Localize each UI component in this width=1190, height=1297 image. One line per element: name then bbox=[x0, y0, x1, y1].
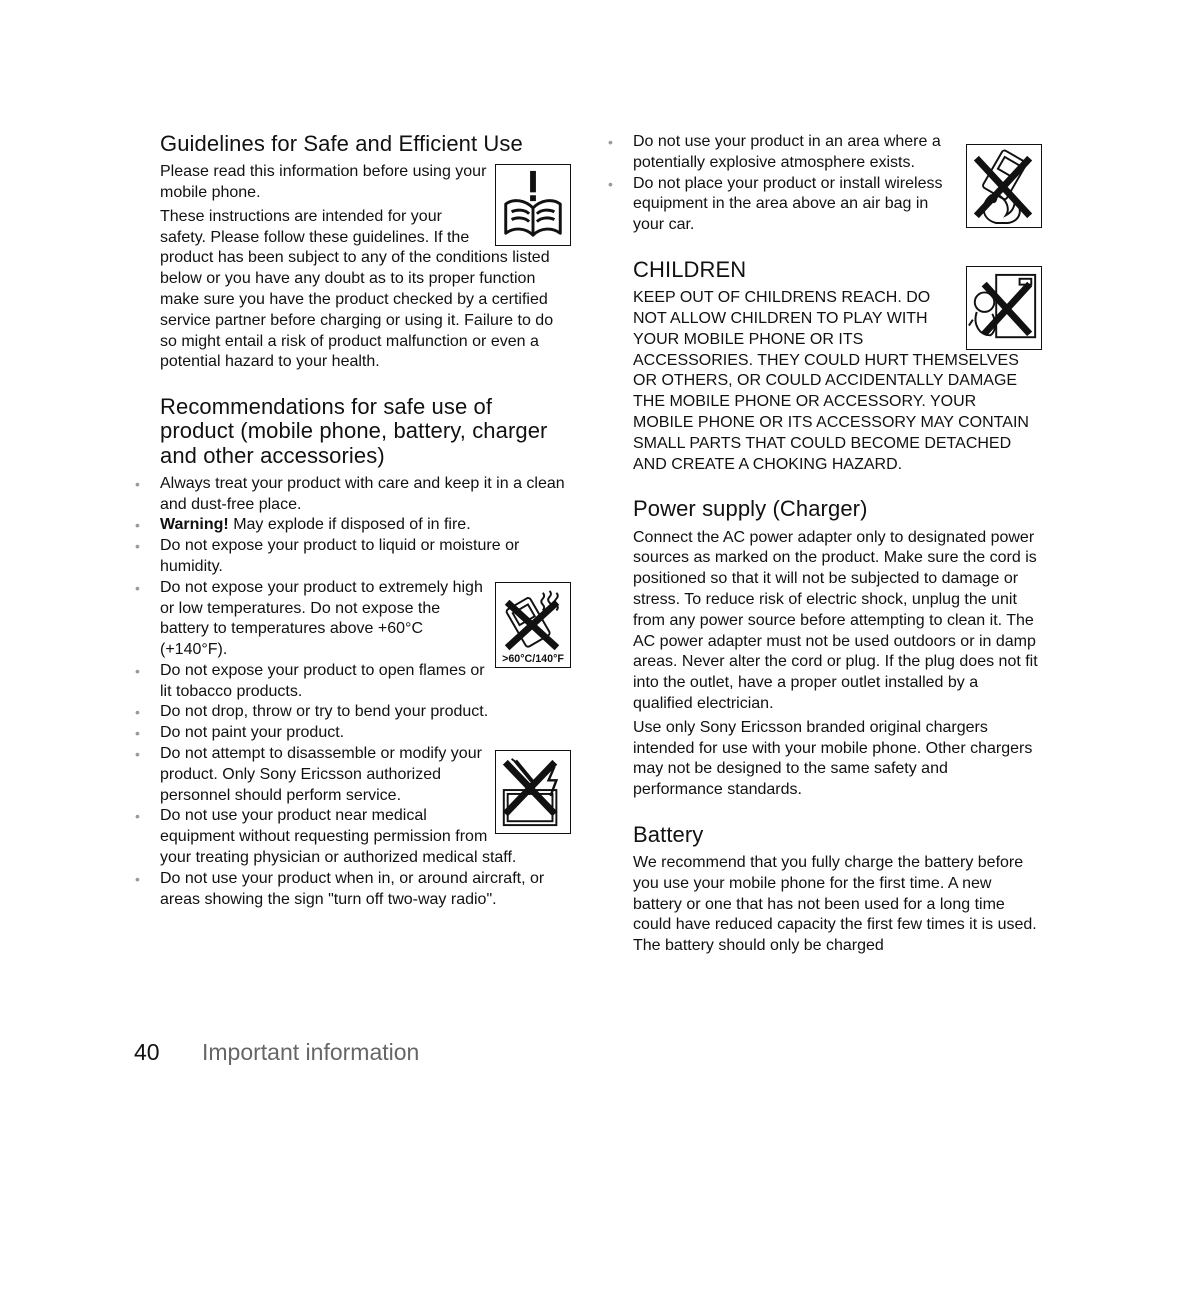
list-item-explosive: • Do not use your product in an area where a potentially explosive atmosphere exists. bbox=[633, 132, 1038, 174]
list-item: • Always treat your product with care and keep it in a clean and dust-free place. bbox=[160, 474, 565, 516]
warning-label: Warning! bbox=[160, 516, 229, 534]
list-item-warning bbox=[160, 515, 565, 536]
list-item-disassemble: • Do not attempt to disassemble or modify your product. Only Sony Ericsson authorized personnel should perform service. bbox=[160, 744, 565, 806]
power-paragraph-1: Connect the AC power adapter only to designated power sources as marked on the product. Make sure the cord is positioned so that it will not be subjected to damage or stress. To reduce risk of electric shock, unplug the unit from any power source before attempting to clean it. The AC power adapter must not be used outdoors or in damp areas. Never alter the cord or plug. If the plug does not fit into the outlet, have a proper outlet installed by a qualified electrician. bbox=[633, 528, 1038, 712]
right-column bbox=[633, 132, 1038, 957]
heading-recommendations: Recommendations for safe use of product (mobile phone, battery, charger and other accessories) bbox=[160, 394, 548, 468]
intro-paragraph-2: These instructions are intended for your safety. Please follow these guidelines. If the product has been subject to any of the conditions listed below or you have any doubt as to its proper function make sure you have the product checked by a certified service partner before charging or using it. Failure to do so might entail a risk of product malfunction or even a potential hazard to your health. bbox=[160, 207, 554, 371]
temperature-label: • >60°C/140°F bbox=[502, 652, 564, 665]
battery-paragraph-1: We recommend that you fully charge the battery before you use your mobile phone for the first time. A new battery or one that has not been used for a long time could have reduced capacity the first few times it is used. The battery should only be charged bbox=[633, 854, 1037, 955]
list-item: • Do not use your product near medical equipment without requesting permission from your treating physician or authorized medical staff. bbox=[160, 806, 565, 868]
heading-guidelines: Guidelines for Safe and Efficient Use bbox=[160, 131, 523, 156]
read-manual-icon bbox=[495, 164, 571, 246]
list-item: • Do not drop, throw or try to bend your product. bbox=[160, 702, 565, 723]
child-safety-icon bbox=[966, 266, 1042, 350]
power-paragraph-2: Use only Sony Ericsson branded original chargers intended for use with your mobile phone. Other chargers may not be designed to the same safety and performance standards. bbox=[633, 718, 1033, 799]
page-footer bbox=[134, 1039, 419, 1066]
intro-paragraph-1: Please read this information before using your mobile phone. bbox=[160, 163, 487, 201]
list-item: • Do not paint your product. bbox=[160, 723, 565, 744]
right-bullet-list bbox=[633, 132, 1038, 236]
children-paragraph: KEEP OUT OF CHILDRENS REACH. DO NOT ALLOW CHILDREN TO PLAY WITH YOUR MOBILE PHONE OR ITS ACCESSORIES. THEY COULD HURT THEMSELVES OR OTHERS, OR COULD ACCIDENTALLY DAMAGE THE MOBILE PHONE OR ACCESSORY. YOUR MOBILE PHONE OR ITS ACCESSORY MAY CONTAIN SMALL PARTS THAT COULD BECOME DETACHED AND CREATE A CHOKING HAZARD. bbox=[633, 289, 1029, 473]
heading-power-supply: Power supply (Charger) bbox=[633, 496, 868, 522]
left-column bbox=[160, 132, 565, 910]
temperature-warning-icon bbox=[495, 582, 571, 668]
left-bullet-list bbox=[160, 474, 565, 911]
heading-children: CHILDREN bbox=[633, 256, 747, 282]
list-item: • Do not expose your product to open flames or lit tobacco products. bbox=[160, 661, 565, 703]
list-item: • Do not use your product when in, or around aircraft, or areas showing the sign "turn off two-way radio". bbox=[160, 869, 565, 911]
list-item: • Do not place your product or install wireless equipment in the area above an air bag in your car. bbox=[633, 174, 1038, 236]
heading-battery: Battery bbox=[633, 821, 704, 847]
warning-text: May explode if disposed of in fire. bbox=[233, 516, 471, 534]
list-item: • Do not expose your product to liquid or moisture or humidity. bbox=[160, 536, 565, 578]
page-number: 40 bbox=[134, 1039, 160, 1065]
section-title: Important information bbox=[202, 1039, 420, 1065]
list-item-temperature: • >60°C/140°F Do not expose your product to extremely high or low temperatures. Do not expose the battery to temperatures above +60°C (+140°F). bbox=[160, 578, 565, 661]
